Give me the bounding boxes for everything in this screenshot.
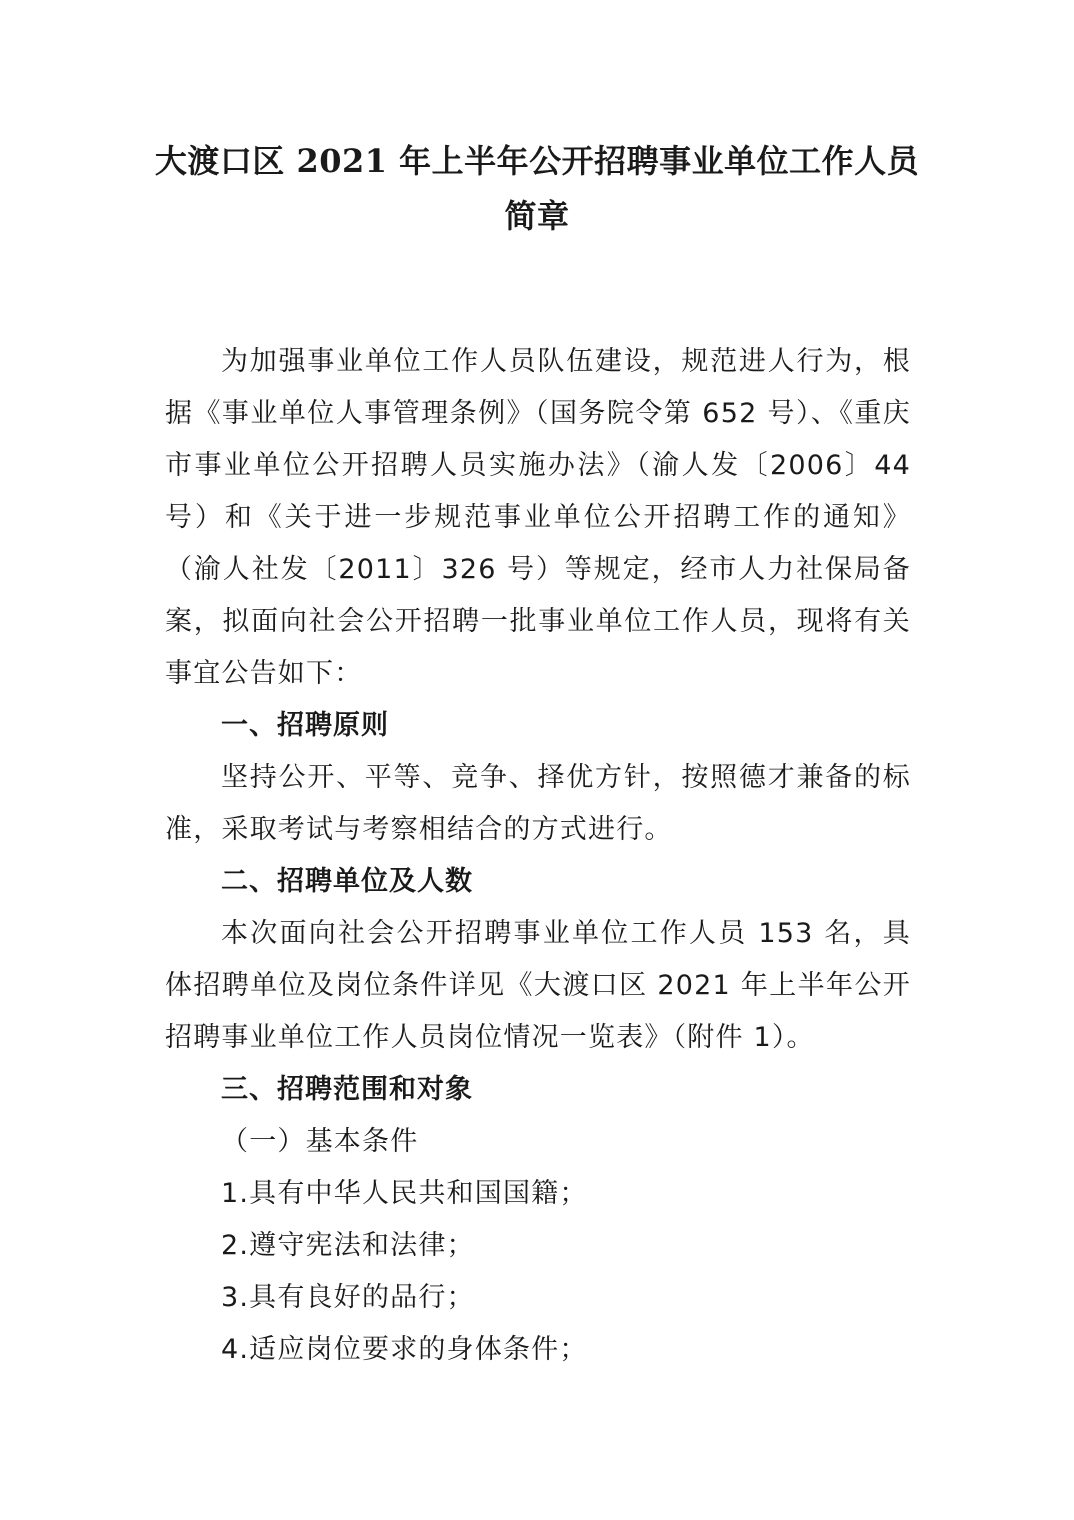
subsection-heading-basic: （一）基本条件	[221, 1126, 419, 1157]
title-line-1: 大渡口区 2021 年上半年公开招聘事业单位工作人员	[154, 142, 920, 180]
section-heading-units: 二、招聘单位及人数	[221, 866, 473, 897]
intro-paragraph: 为加强事业单位工作人员队伍建设，规范进人行为，根据《事业单位人事管理条例》（国务院令第 652 号）、《重庆市事业单位公开招聘人员实施办法》（渝人发〔2006〕44号）和《关于进一步规范事业单位公开招聘工作的通知》（渝人社发〔2011〕326 号）等规定，经市人力社保局备案，拟面向社会公开招聘一批事业单位工作人员，现将有关事宜公告如下：	[165, 346, 911, 689]
condition-item: 2.遵守宪法和法律；	[221, 1230, 475, 1261]
condition-item: 3.具有良好的品行；	[221, 1282, 475, 1313]
title-line-2: 简章	[504, 197, 570, 235]
units-paragraph: 本次面向社会公开招聘事业单位工作人员 153 名，具体招聘单位及岗位条件详见《大渡口区 2021 年上半年公开招聘事业单位工作人员岗位情况一览表》（附件 1）。	[165, 918, 911, 1053]
document-body	[165, 336, 911, 1376]
condition-item: 1.具有中华人民共和国国籍；	[221, 1178, 588, 1209]
section-heading-scope: 三、招聘范围和对象	[221, 1074, 473, 1105]
condition-item: 4.适应岗位要求的身体条件；	[221, 1334, 588, 1365]
document-title	[120, 134, 954, 244]
section-heading-principles: 一、招聘原则	[221, 710, 389, 741]
principles-paragraph: 坚持公开、平等、竞争、择优方针，按照德才兼备的标准，采取考试与考察相结合的方式进行。	[165, 762, 911, 845]
